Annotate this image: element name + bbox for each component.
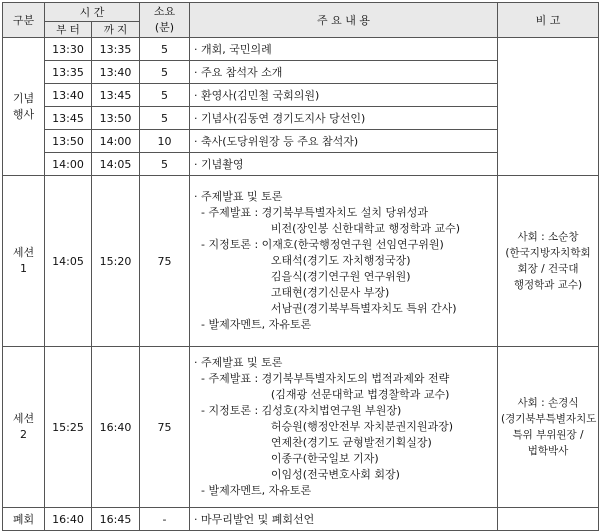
content-line: 연제찬(경기도 균형발전기획실장) xyxy=(194,436,432,449)
session1-to: 15:20 xyxy=(92,176,140,347)
session2-row xyxy=(3,347,599,508)
content-line: 오태석(경기도 자치행정국장) xyxy=(194,254,411,267)
time-to: 14:05 xyxy=(92,153,140,176)
content-line: 이종구(한국일보 기자) xyxy=(194,452,379,465)
header-content: 주 요 내 용 xyxy=(190,3,498,38)
content-line: (김재광 선문대학교 법경찰학과 교수) xyxy=(194,388,450,401)
duration: 5 xyxy=(140,153,190,176)
closing-to: 16:45 xyxy=(92,508,140,531)
time-to: 13:40 xyxy=(92,61,140,84)
header-time: 시 간 xyxy=(45,3,140,22)
duration: 10 xyxy=(140,130,190,153)
header-from: 부 터 xyxy=(45,22,92,38)
duration: 5 xyxy=(140,84,190,107)
content-line: 서남권(경기북부특별자치도 특위 간사) xyxy=(194,302,457,315)
session1-from: 14:05 xyxy=(45,176,92,347)
content-line: · 주제발표 및 토론 xyxy=(194,356,283,369)
session1-duration: 75 xyxy=(140,176,190,347)
duration: 5 xyxy=(140,107,190,130)
content-line: 이임성(전국변호사회 회장) xyxy=(194,468,400,481)
opening-category-label: 기념 행사 xyxy=(12,91,35,121)
opening-note xyxy=(498,38,599,176)
session2-note xyxy=(498,347,599,508)
session1-note xyxy=(498,176,599,347)
content-line: - 지정토론 : 이재호(한국행정연구원 선임연구위원) xyxy=(194,238,444,251)
session1-category-label: 세션 1 xyxy=(12,246,35,275)
duration: 5 xyxy=(140,38,190,61)
time-from: 13:30 xyxy=(45,38,92,61)
content-line: 비전(장인봉 신한대학교 행정학과 교수) xyxy=(194,222,461,235)
closing-note xyxy=(498,508,599,531)
schedule-table xyxy=(2,2,599,531)
session2-duration: 75 xyxy=(140,347,190,508)
time-from: 13:50 xyxy=(45,130,92,153)
program-schedule xyxy=(2,2,598,531)
content-line: - 발제자멘트, 자유토론 xyxy=(194,318,312,331)
session2-to: 16:40 xyxy=(92,347,140,508)
time-from: 13:45 xyxy=(45,107,92,130)
content-line: - 지정토론 : 김성호(자치법연구원 부원장) xyxy=(194,404,402,417)
content: · 주요 참석자 소개 xyxy=(190,61,498,84)
content: · 기념촬영 xyxy=(190,153,498,176)
content-line: - 발제자멘트, 자유토론 xyxy=(194,484,312,497)
session2-category-label: 세션 2 xyxy=(12,412,35,441)
content-line: - 주제발표 : 경기북부특별자치도의 법적과제와 전략 xyxy=(194,372,450,385)
time-from: 13:35 xyxy=(45,61,92,84)
content-line: 김을식(경기연구원 연구위원) xyxy=(194,270,411,283)
content: · 환영사(김민철 국회의원) xyxy=(190,84,498,107)
duration: 5 xyxy=(140,61,190,84)
content-line: - 주제발표 : 경기북부특별자치도 설치 당위성과 xyxy=(194,206,429,219)
closing-category: 폐회 xyxy=(3,508,45,531)
time-to: 13:50 xyxy=(92,107,140,130)
content: · 축사(도당위원장 등 주요 참석자) xyxy=(190,130,498,153)
content-line: 고태현(경기신문사 부장) xyxy=(194,286,390,299)
time-to: 13:45 xyxy=(92,84,140,107)
header-note: 비 고 xyxy=(498,3,599,38)
session1-row xyxy=(3,176,599,347)
opening-row xyxy=(3,38,599,61)
content: · 기념사(김동연 경기도지사 당선인) xyxy=(190,107,498,130)
closing-duration: - xyxy=(140,508,190,531)
session1-category xyxy=(3,176,45,347)
content-line: · 주제발표 및 토론 xyxy=(194,190,283,203)
closing-from: 16:40 xyxy=(45,508,92,531)
closing-content: · 마무리발언 및 폐회선언 xyxy=(190,508,498,531)
session2-category xyxy=(3,347,45,508)
header-duration-label: 소요 (분) xyxy=(153,5,176,34)
opening-category xyxy=(3,38,45,176)
session1-moderator: 사회 : 소순창 (한국지방자치학회 회장 / 건국대 행정학과 교수) xyxy=(505,231,591,291)
time-to: 14:00 xyxy=(92,130,140,153)
time-from: 14:00 xyxy=(45,153,92,176)
header-category: 구분 xyxy=(3,3,45,38)
time-from: 13:40 xyxy=(45,84,92,107)
session1-content xyxy=(190,176,498,347)
closing-row xyxy=(3,508,599,531)
header-duration xyxy=(140,3,190,38)
header-to: 까 지 xyxy=(92,22,140,38)
session2-from: 15:25 xyxy=(45,347,92,508)
session2-content xyxy=(190,347,498,508)
time-to: 13:35 xyxy=(92,38,140,61)
content-line: 허승원(행정안전부 자치분권지원과장) xyxy=(194,420,454,433)
session2-moderator: 사회 : 손경식 (경기북부특별자치도 특위 부위원장 / 법학박사 xyxy=(501,397,597,457)
content: · 개회, 국민의례 xyxy=(190,38,498,61)
